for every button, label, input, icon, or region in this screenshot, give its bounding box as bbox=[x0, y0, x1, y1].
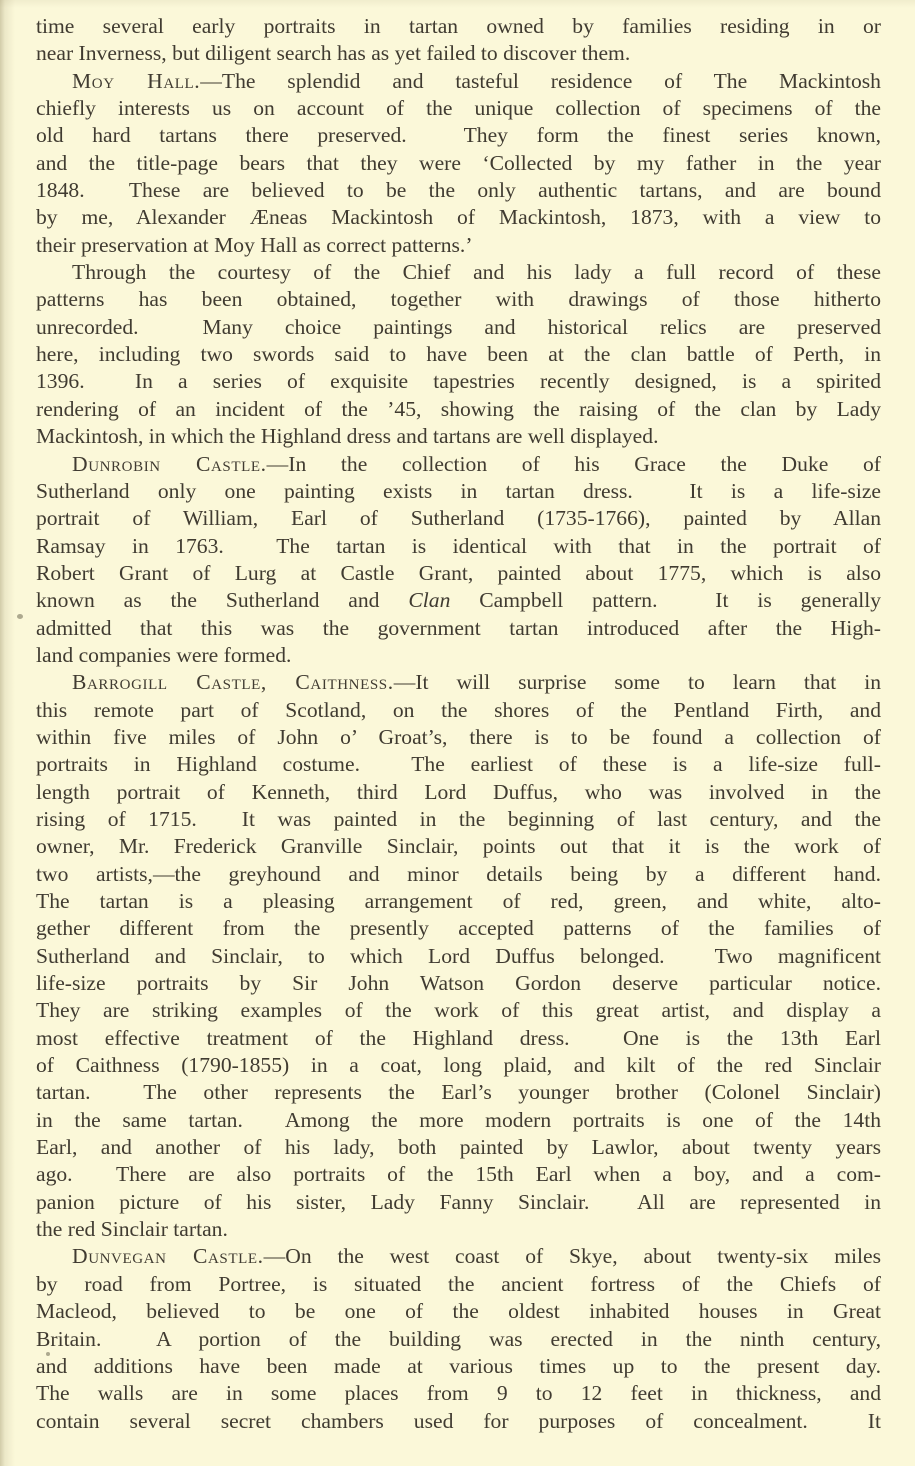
text-segment: old hard tartans there preserved. They form the finest series known, bbox=[36, 123, 881, 148]
text-line bbox=[36, 1271, 881, 1298]
text-segment: admitted that this was the government tartan introduced after the High- bbox=[36, 615, 881, 640]
text-line bbox=[36, 888, 881, 915]
text-line bbox=[36, 724, 881, 751]
text-line bbox=[36, 915, 881, 942]
text-line bbox=[36, 560, 881, 587]
text-segment: the red Sinclair tartan. bbox=[36, 1217, 228, 1242]
text-segment: Through the courtesy of the Chief and his lady a full record of these bbox=[72, 260, 881, 285]
text-segment: of Caithness (1790-1855) in a coat, long plaid, and kilt of the red Sinclair bbox=[36, 1053, 881, 1078]
page-edge-shadow-left bbox=[0, 0, 16, 1466]
text-line bbox=[36, 1326, 881, 1353]
text-line bbox=[36, 368, 881, 395]
text-segment: unrecorded. Many choice paintings and historical relics are preserved bbox=[36, 314, 881, 339]
page-edge-shadow-top bbox=[0, 0, 915, 8]
text-line bbox=[36, 806, 881, 833]
text-line bbox=[36, 1298, 881, 1325]
text-line bbox=[36, 642, 881, 669]
text-line bbox=[36, 451, 881, 478]
text-segment: gether different from the presently accepted patterns of the families of bbox=[36, 916, 881, 941]
text-segment: The tartan is a pleasing arrangement of red, green, and white, alto- bbox=[36, 889, 881, 913]
text-segment: two artists,—the greyhound and minor details being by a different hand. bbox=[36, 861, 881, 886]
text-segment: contain several secret chambers used for purposes of concealment. It bbox=[36, 1408, 881, 1433]
text-line bbox=[36, 1052, 881, 1079]
text-line bbox=[36, 669, 881, 696]
text-line bbox=[36, 1079, 881, 1106]
text-segment: Sutherland only one painting exists in tartan dress. It is a life-size bbox=[36, 478, 881, 503]
text-segment: by road from Portree, is situated the ancient fortress of the Chiefs of bbox=[36, 1271, 881, 1296]
text-line bbox=[36, 259, 881, 286]
text-line bbox=[36, 1380, 881, 1407]
text-segment: —The splendid and tasteful residence of The Mackintosh bbox=[200, 68, 881, 93]
text-line bbox=[36, 314, 881, 341]
text-line bbox=[36, 1408, 881, 1435]
text-line bbox=[36, 150, 881, 177]
text-segment: length portrait of Kenneth, third Lord Duffus, who was involved in the bbox=[36, 779, 881, 804]
text-segment: They are striking examples of the work of this great artist, and display a bbox=[36, 998, 881, 1023]
text-line bbox=[36, 1243, 881, 1270]
text-segment: —On the west coast of Skye, about twenty-six miles bbox=[263, 1244, 881, 1269]
text-segment: rising of 1715. It was painted in the beginning of last century, and the bbox=[36, 806, 881, 831]
text-line bbox=[36, 779, 881, 806]
text-line bbox=[36, 1025, 881, 1052]
text-segment: this remote part of Scotland, on the shores of the Pentland Firth, and bbox=[36, 697, 881, 722]
text-line bbox=[36, 1189, 881, 1216]
text-line bbox=[36, 861, 881, 888]
text-line bbox=[36, 286, 881, 313]
text-segment: Campbell pattern. It is generally bbox=[450, 588, 881, 613]
text-line bbox=[36, 697, 881, 724]
text-segment: —It will surprise some to learn that in bbox=[393, 670, 881, 695]
text-segment: patterns has been obtained, together with drawings of those hitherto bbox=[36, 287, 881, 312]
text-segment: panion picture of his sister, Lady Fanny Sinclair. All are represented in bbox=[36, 1189, 881, 1214]
text-line bbox=[36, 177, 881, 204]
text-segment: portrait of William, Earl of Sutherland (1735-1766), painted by Allan bbox=[36, 506, 881, 531]
text-segment: and the title-page bears that they were ‘Collected by my father in the year bbox=[36, 150, 881, 175]
text-segment: near Inverness, but diligent search has as yet failed to discover them. bbox=[36, 41, 631, 66]
text-line bbox=[36, 970, 881, 997]
text-line bbox=[36, 751, 881, 778]
text-segment: rendering of an incident of the ’45, showing the raising of the clan by Lady bbox=[36, 396, 881, 421]
text-line bbox=[36, 587, 881, 614]
text-line bbox=[36, 505, 881, 532]
text-segment: time several early portraits in tartan owned by families residing in or bbox=[36, 14, 881, 38]
section-heading: Dunrobin Castle. bbox=[72, 451, 267, 476]
text-segment: Macleod, believed to be one of the oldest inhabited houses in Great bbox=[36, 1299, 881, 1324]
text-line bbox=[36, 204, 881, 231]
text-segment: most effective treatment of the Highland dress. One is the 13th Earl bbox=[36, 1025, 881, 1050]
text-line bbox=[36, 122, 881, 149]
text-line bbox=[36, 423, 881, 450]
text-segment: land companies were formed. bbox=[36, 642, 292, 667]
text-segment: here, including two swords said to have been at the clan battle of Perth, in bbox=[36, 342, 881, 367]
text-line bbox=[36, 533, 881, 560]
text-line bbox=[36, 1161, 881, 1188]
text-segment: Clan bbox=[408, 588, 451, 613]
text-segment: their preservation at Moy Hall as correct patterns.’ bbox=[36, 232, 473, 257]
text-segment: 1848. These are believed to be the only authentic tartans, and are bound bbox=[36, 178, 881, 203]
section-heading: Dunvegan Castle. bbox=[72, 1244, 264, 1269]
text-block bbox=[36, 13, 881, 1435]
paragraph bbox=[36, 451, 881, 670]
text-line bbox=[36, 232, 881, 259]
text-segment: by me, Alexander Æneas Mackintosh of Mackintosh, 1873, with a view to bbox=[36, 205, 881, 230]
text-segment: life-size portraits by Sir John Watson Gordon deserve particular notice. bbox=[36, 971, 881, 996]
text-segment: 1396. In a series of exquisite tapestries recently designed, is a spirited bbox=[36, 369, 881, 394]
text-segment: tartan. The other represents the Earl’s younger brother (Colonel Sinclair) bbox=[36, 1080, 881, 1105]
text-segment: Sutherland and Sinclair, to which Lord Duffus belonged. Two magnificent bbox=[36, 943, 881, 968]
text-line bbox=[36, 68, 881, 95]
text-line bbox=[36, 997, 881, 1024]
text-segment: —In the collection of his Grace the Duke of bbox=[266, 451, 881, 476]
text-segment: Britain. A portion of the building was erected in the ninth century, bbox=[36, 1326, 881, 1351]
text-line bbox=[36, 943, 881, 970]
text-segment: portraits in Highland costume. The earliest of these is a life-size full- bbox=[36, 752, 881, 777]
scan-speck bbox=[17, 614, 23, 619]
text-segment: owner, Mr. Frederick Granville Sinclair, points out that it is the work of bbox=[36, 834, 881, 859]
text-segment: Mackintosh, in which the Highland dress and tartans are well displayed. bbox=[36, 424, 659, 449]
text-line bbox=[36, 95, 881, 122]
paragraph bbox=[36, 68, 881, 259]
text-line bbox=[36, 341, 881, 368]
text-line bbox=[36, 1353, 881, 1380]
text-line bbox=[36, 1216, 881, 1243]
section-heading: Barrogill Castle, Caithness. bbox=[72, 670, 394, 695]
text-segment: Earl, and another of his lady, both painted by Lawlor, about twenty years bbox=[36, 1135, 881, 1160]
text-line bbox=[36, 40, 881, 67]
paragraph bbox=[36, 259, 881, 450]
text-segment: chiefly interests us on account of the unique collection of specimens of the bbox=[36, 96, 881, 121]
text-segment: The walls are in some places from 9 to 12 feet in thickness, and bbox=[36, 1381, 881, 1406]
text-line bbox=[36, 1134, 881, 1161]
text-segment: known as the Sutherland and bbox=[36, 588, 409, 613]
text-segment: in the same tartan. Among the more modern portraits is one of the 14th bbox=[36, 1107, 881, 1132]
text-segment: Ramsay in 1763. The tartan is identical with that in the portrait of bbox=[36, 533, 881, 558]
text-line bbox=[36, 396, 881, 423]
text-segment: and additions have been made at various times up to the present day. bbox=[36, 1353, 881, 1378]
text-line bbox=[36, 1107, 881, 1134]
text-line bbox=[36, 833, 881, 860]
text-line bbox=[36, 478, 881, 505]
text-segment: Robert Grant of Lurg at Castle Grant, painted about 1775, which is also bbox=[36, 560, 881, 585]
text-segment: ago. There are also portraits of the 15th Earl when a boy, and a com- bbox=[36, 1162, 881, 1187]
text-line bbox=[36, 13, 881, 40]
section-heading: Moy Hall. bbox=[72, 68, 201, 93]
paragraph bbox=[36, 669, 881, 1243]
text-line bbox=[36, 615, 881, 642]
paragraph bbox=[36, 13, 881, 68]
text-segment: within five miles of John o’ Groat’s, there is to be found a collection of bbox=[36, 724, 881, 749]
paragraph bbox=[36, 1243, 881, 1434]
